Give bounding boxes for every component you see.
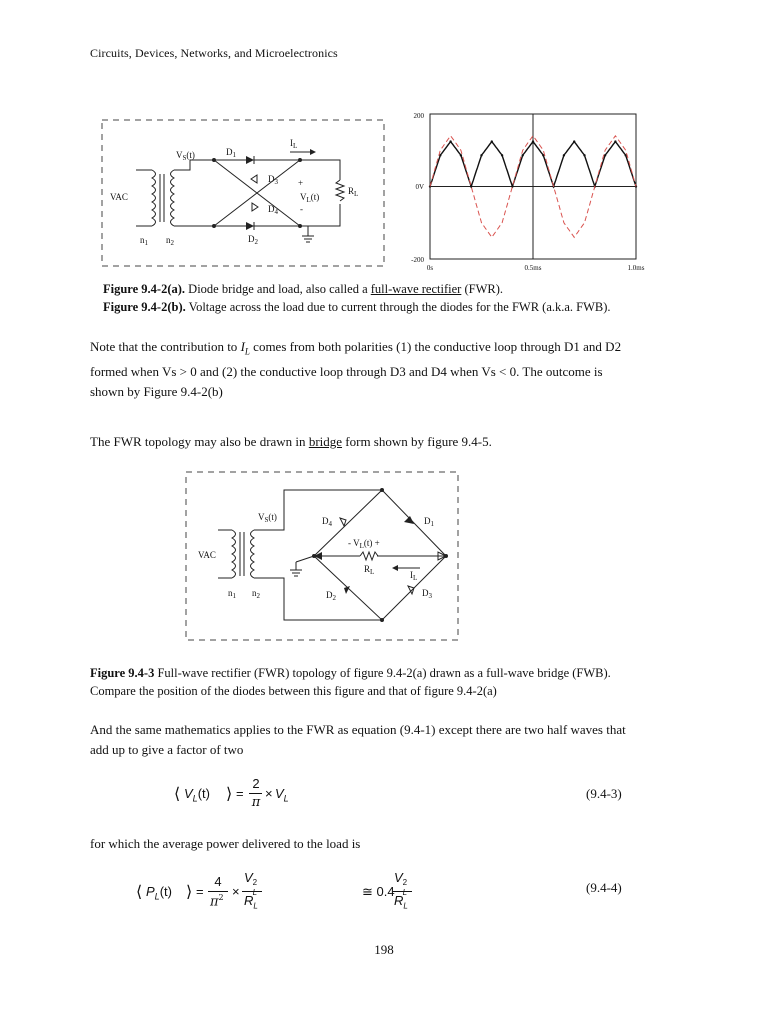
paragraph-4: for which the average power delivered to the load is xyxy=(90,836,361,851)
rl-label: $R_L$ xyxy=(348,186,359,198)
n2-label: $n_2$ xyxy=(166,235,174,247)
d4-label: $D_4$ xyxy=(322,516,332,528)
caption-text: Diode bridge and load, also called a xyxy=(185,282,371,296)
vl-label: $V_L(t)$ xyxy=(300,192,320,204)
data-point xyxy=(470,185,472,187)
vac-label: VAC xyxy=(110,192,128,202)
diode-d1 xyxy=(246,156,254,164)
xtick-label: 0s xyxy=(426,264,434,272)
page-number: 198 xyxy=(374,942,394,957)
ytick-label: -200 xyxy=(411,256,424,264)
diode-d1 xyxy=(404,516,414,524)
equation-number: (9.4-4) xyxy=(586,880,622,895)
xtick-label: 0.5ms xyxy=(524,264,542,272)
d3-label: $D_3$ xyxy=(268,174,278,186)
data-point xyxy=(583,154,585,156)
minus-label: - xyxy=(300,204,303,214)
diode-d4 xyxy=(340,518,346,526)
caption-text: (FWR). xyxy=(461,282,503,296)
running-header: Circuits, Devices, Networks, and Microelectronics xyxy=(90,46,338,60)
data-point xyxy=(511,185,513,187)
paragraph-3: And the same mathematics applies to the FWR as equation (9.4-1) except there are two half waves that add up to give a factor of two xyxy=(90,722,626,757)
n1-label: $n_1$ xyxy=(140,235,148,247)
il-label: $I_L$ xyxy=(410,570,418,582)
data-point xyxy=(501,154,503,156)
diode-d3 xyxy=(251,175,257,183)
data-point xyxy=(532,140,534,142)
data-point xyxy=(449,140,451,142)
d2-label: $D_2$ xyxy=(248,234,258,246)
ytick-label: 0V xyxy=(415,183,424,191)
data-point xyxy=(491,140,493,142)
caption-label: Figure 9.4-2(a). xyxy=(103,282,186,296)
plus-label: + xyxy=(298,178,304,188)
caption-fig-9-4-2a xyxy=(103,282,503,297)
paragraph-2: The FWR topology may also be drawn in bridge form shown by figure 9.4-5. xyxy=(90,434,492,449)
data-point xyxy=(460,154,462,156)
vac-label: VAC xyxy=(198,550,216,560)
figure-9-4-2b-chart xyxy=(378,108,650,276)
il-label: $I_L$ xyxy=(290,138,298,150)
data-point xyxy=(573,140,575,142)
vl-label: - $V_L(t)$ + xyxy=(348,538,380,550)
rl-label: $R_L$ xyxy=(364,564,375,576)
equation-9-4-4-approx: ≅ 0.4 V 2 L $R_L$ xyxy=(362,870,442,914)
data-point xyxy=(480,154,482,156)
paragraph-1: Note that the contribution to $I_L$ comes from both polarities (1) the conductive loop through D1 and D2 formed when Vs > 0 and (2) the conductive loop through D3 and D4 when Vs < 0. The outcome is shown by Figure 9.4-2(b) xyxy=(90,339,622,399)
transformer xyxy=(218,490,382,620)
caption-text: Voltage across the load due to current through the diodes for the FWR (a.k.a. FWB). xyxy=(185,300,611,314)
caption-label: Figure 9.4-2(b). xyxy=(103,300,186,314)
data-point xyxy=(522,154,524,156)
d2-label: $D_2$ xyxy=(326,590,336,602)
caption-fig-9-4-2b xyxy=(103,300,611,315)
n2-label: $n_2$ xyxy=(252,588,260,600)
transformer xyxy=(136,160,214,226)
xtick-label: 1.0ms xyxy=(627,264,645,272)
d1-label: $D_1$ xyxy=(226,147,236,159)
caption-link: full-wave rectifier xyxy=(370,282,462,296)
d4-label: $D_4$ xyxy=(268,204,278,216)
bridge-wires xyxy=(214,160,344,242)
equation-number: (9.4-3) xyxy=(586,786,622,801)
d3-label: $D_3$ xyxy=(422,588,432,600)
data-point xyxy=(614,140,616,142)
diode-d4 xyxy=(252,203,258,211)
d1-label: $D_1$ xyxy=(424,516,434,528)
data-point xyxy=(604,154,606,156)
caption-fig-9-4-3: Figure 9.4-3 Full-wave rectifier (FWR) topology of figure 9.4-2(a) drawn as a full-wave bridge (FWB). Compare the position of the diodes between this figure and that of figure 9.4-2(a) xyxy=(90,666,611,698)
data-point xyxy=(563,154,565,156)
vs-label: $V_S(t)$ xyxy=(258,512,277,524)
vs-label: $V_S(t)$ xyxy=(176,150,195,162)
ytick-label: 200 xyxy=(413,112,424,120)
diode-d2 xyxy=(344,586,350,594)
equation-9-4-4: ⟨ $P_L(t)$ ⟩ = 4 $\pi^2$ × V 2 L $R_L$ xyxy=(136,870,436,914)
figure-9-4-3-schematic xyxy=(184,470,460,642)
n1-label: $n_1$ xyxy=(228,588,236,600)
diode-d2 xyxy=(246,222,254,230)
figure-9-4-2a-schematic xyxy=(100,118,386,268)
